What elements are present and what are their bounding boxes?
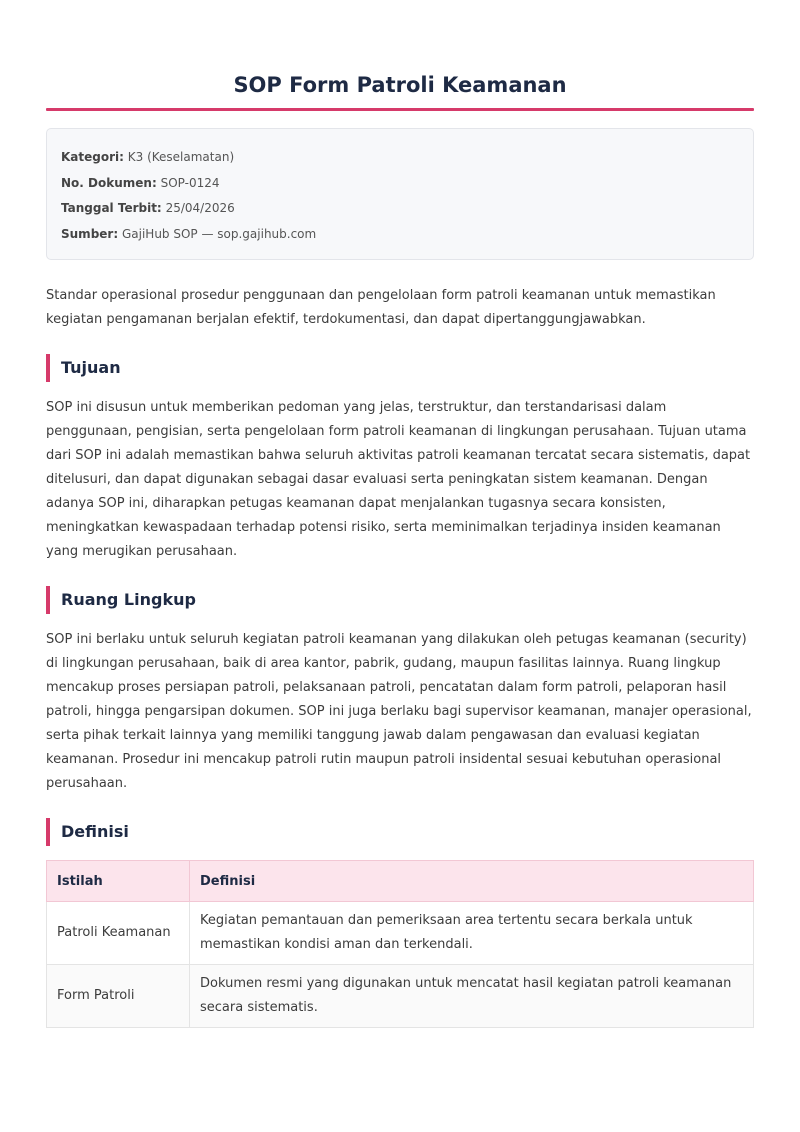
meta-label: Kategori: bbox=[61, 150, 124, 164]
definitions-table bbox=[46, 860, 754, 1028]
meta-source bbox=[61, 222, 739, 248]
section-heading-definisi: Definisi bbox=[46, 818, 754, 846]
meta-label: No. Dokumen: bbox=[61, 175, 157, 190]
definition-cell: Kegiatan pemantauan dan pemeriksaan area tertentu secara berkala untuk memastikan kondisi aman dan terkendali. bbox=[190, 902, 754, 965]
table-row bbox=[47, 965, 754, 1028]
meta-value: GajiHub SOP — sop.gajihub.com bbox=[121, 226, 317, 241]
section-heading-tujuan: Tujuan bbox=[46, 354, 754, 382]
column-header-definition: Definisi bbox=[190, 861, 754, 902]
column-header-term: Istilah bbox=[47, 861, 190, 902]
metadata-box bbox=[46, 128, 754, 260]
page-title: SOP Form Patroli Keamanan bbox=[233, 73, 567, 97]
intro-paragraph: Standar operasional prosedur penggunaan dan pengelolaan form patroli keamanan untuk memastikan kegiatan pengamanan berjalan efektif, terdokumentasi, dan dapat dipertanggungjawabkan. bbox=[46, 288, 716, 327]
meta-value: K3 (Keselamatan) bbox=[127, 150, 235, 164]
meta-value: 25/04/2026 bbox=[165, 201, 235, 215]
title-divider bbox=[46, 108, 754, 111]
section-heading-ruang-lingkup: Ruang Lingkup bbox=[46, 586, 754, 614]
meta-label: Tanggal Terbit: bbox=[61, 201, 162, 215]
definition-cell: Dokumen resmi yang digunakan untuk mencatat hasil kegiatan patroli keamanan secara sistematis. bbox=[190, 965, 754, 1028]
meta-document-number bbox=[61, 171, 739, 197]
meta-issue-date bbox=[61, 196, 739, 222]
section-body-ruang-lingkup: SOP ini berlaku untuk seluruh kegiatan patroli keamanan yang dilakukan oleh petugas keamanan (security) di lingkungan perusahaan, baik di area kantor, pabrik, gudang, maupun fasilitas lainnya. Ruang lingkup mencakup proses persiapan patroli, pelaksanaan patroli, pencatatan dalam form patroli, pelaporan hasil patroli, hingga pengarsipan dokumen. SOP ini juga berlaku bagi supervisor keamanan, manajer operasional, serta pihak terkait lainnya yang memiliki tanggung jawab dalam pengawasan dan evaluasi kegiatan keamanan. Prosedur ini mencakup patroli rutin maupun patroli insidental sesuai kebutuhan operasional perusahaan. bbox=[46, 632, 752, 791]
term-cell: Patroli Keamanan bbox=[47, 902, 190, 965]
table-row bbox=[47, 902, 754, 965]
meta-value: SOP-0124 bbox=[160, 175, 220, 190]
meta-category bbox=[61, 145, 739, 171]
table-header-row bbox=[47, 861, 754, 902]
term-cell: Form Patroli bbox=[47, 965, 190, 1028]
meta-label: Sumber: bbox=[61, 226, 119, 241]
section-body-tujuan: SOP ini disusun untuk memberikan pedoman yang jelas, terstruktur, dan terstandarisasi dalam penggunaan, pengisian, serta pengelolaan form patroli keamanan di lingkungan perusahaan. Tujuan utama dari SOP ini adalah memastikan bahwa seluruh aktivitas patroli keamanan tercatat secara sistematis, dapat ditelusuri, dan dapat digunakan sebagai dasar evaluasi serta peningkatan sistem keamanan. Dengan adanya SOP ini, diharapkan petugas keamanan dapat menjalankan tugasnya secara konsisten, meningkatkan kewaspadaan terhadap potensi risiko, serta meminimalkan terjadinya insiden keamanan yang merugikan perusahaan. bbox=[46, 400, 751, 559]
